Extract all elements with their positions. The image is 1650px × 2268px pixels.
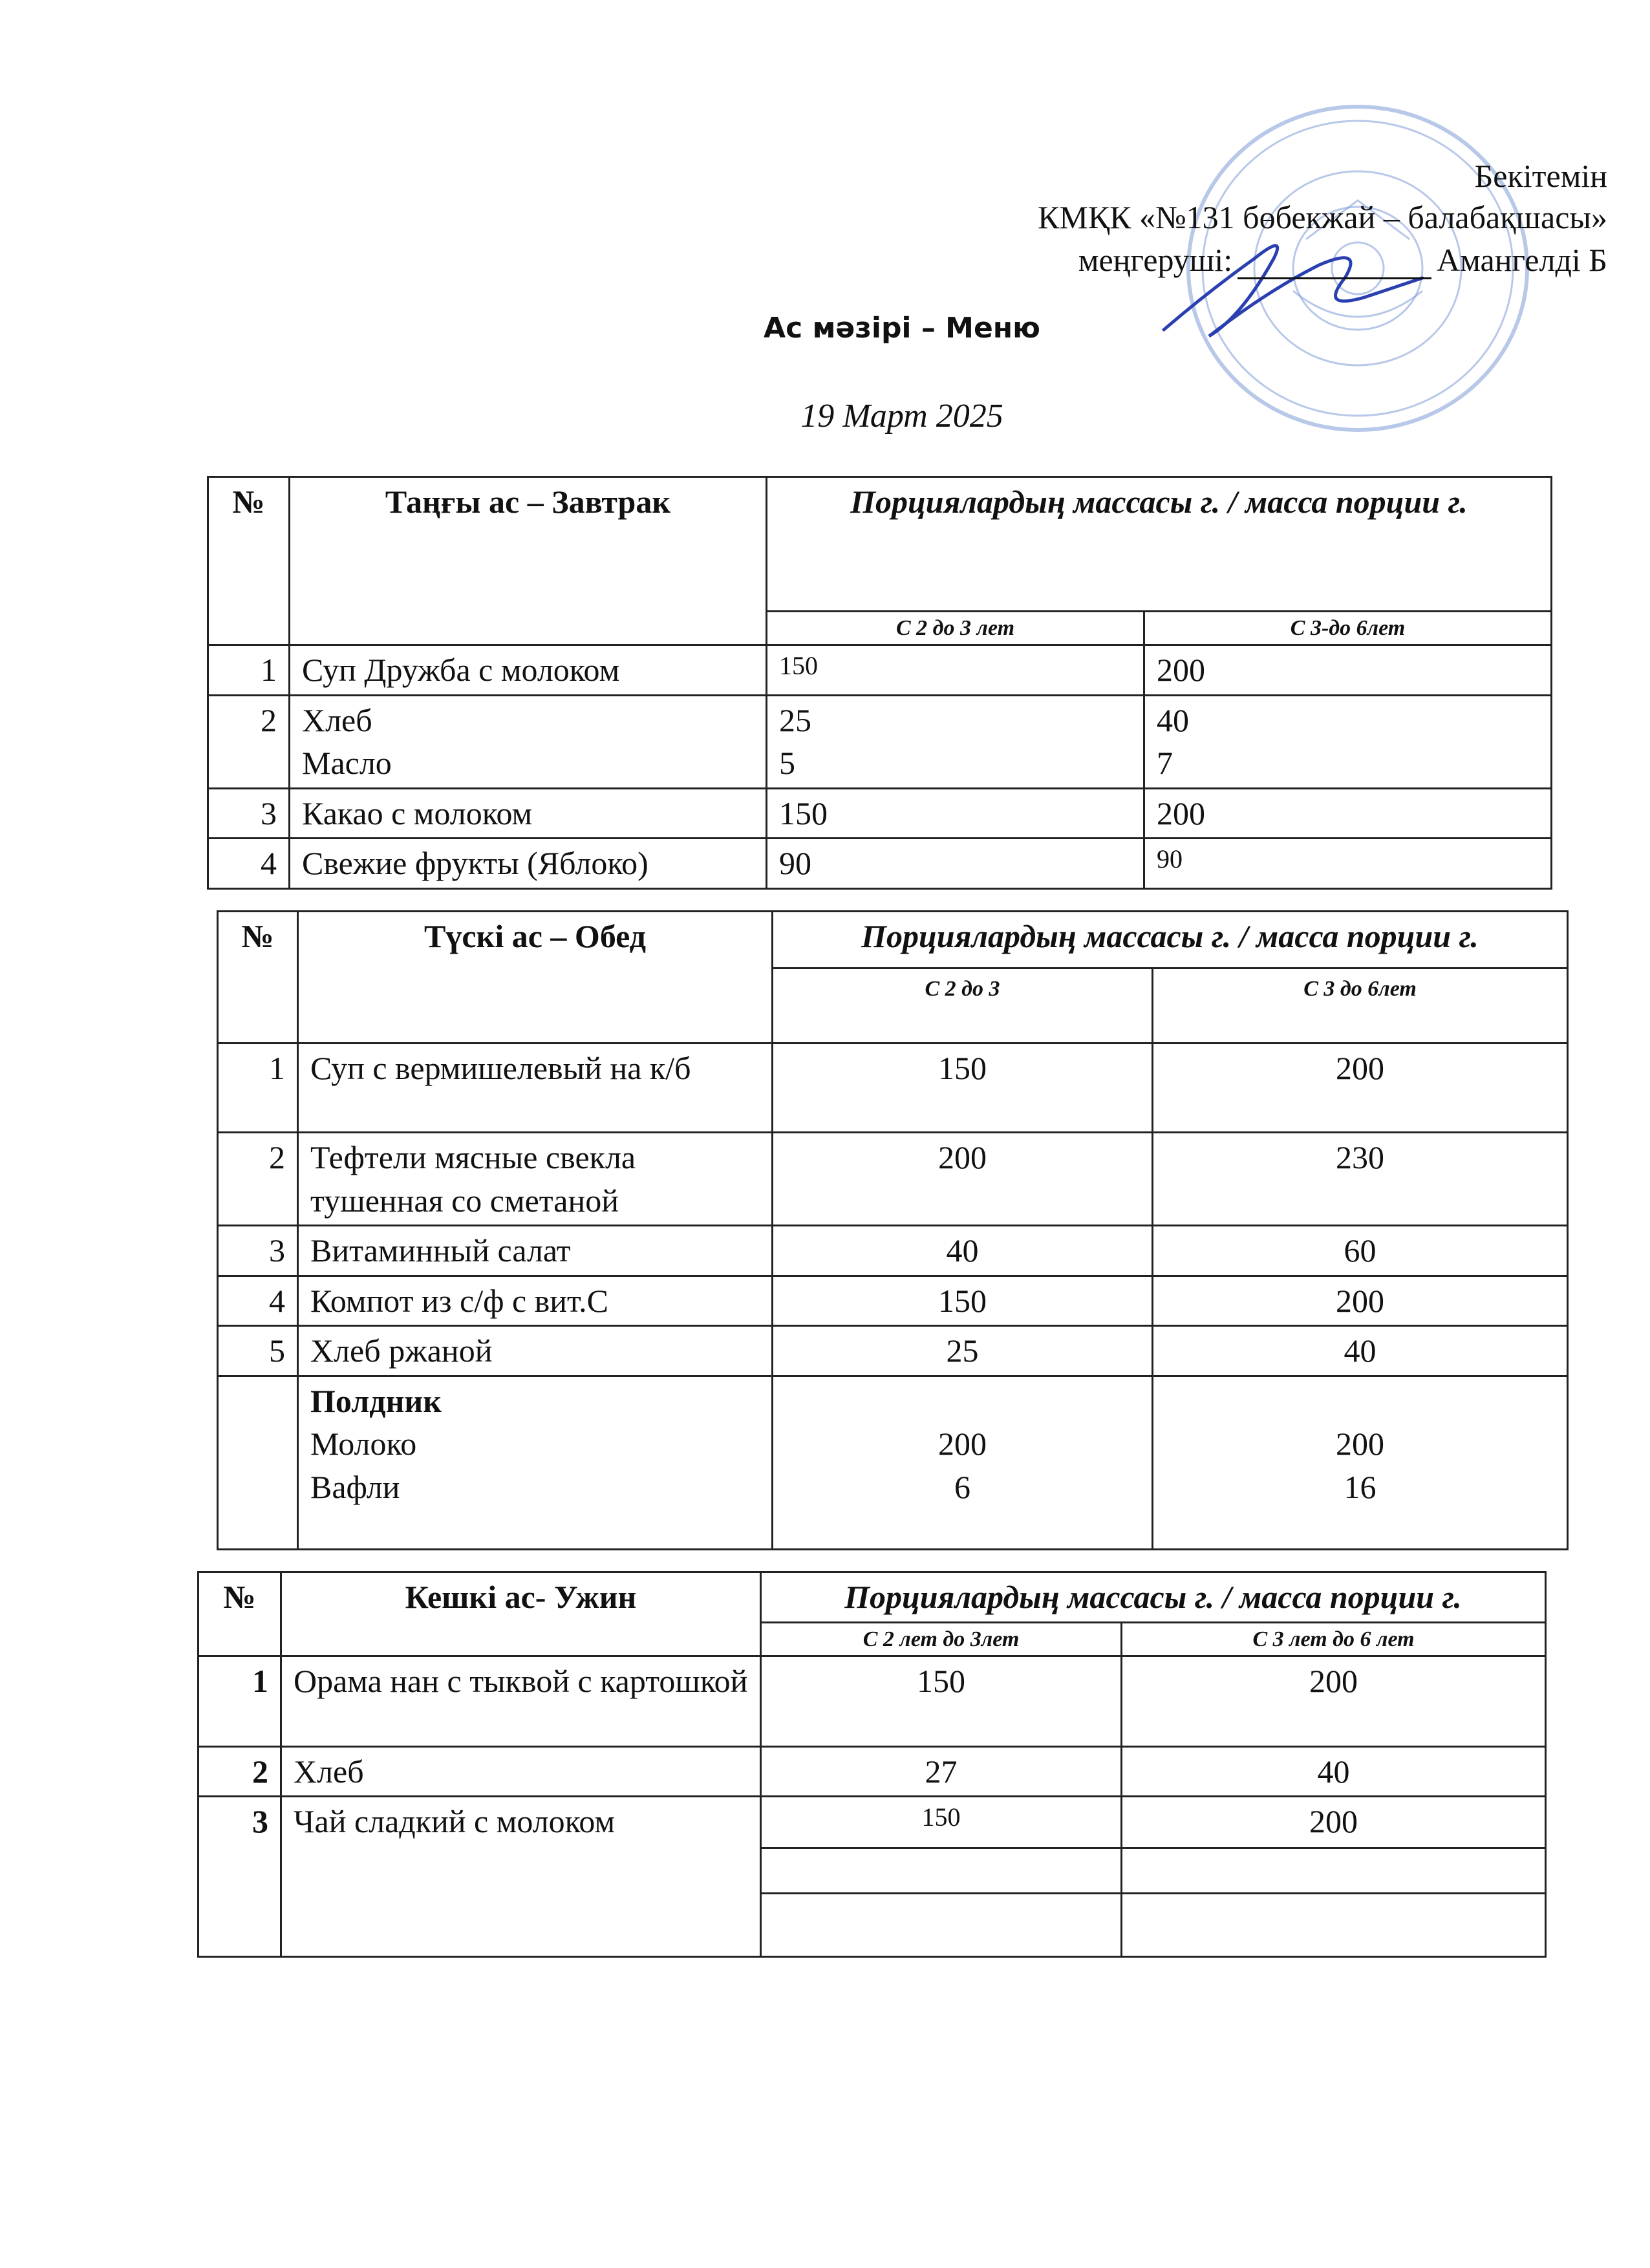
mass-age-b: 60 bbox=[1153, 1226, 1568, 1276]
dish-name: Суп с вермишелевый на к/б bbox=[298, 1043, 773, 1133]
dish-name: Тефтели мясные свекла тушенная со сметаной bbox=[298, 1133, 773, 1226]
mass-age-b: 200 bbox=[1122, 1797, 1546, 1848]
mass-age-b: 200 bbox=[1144, 645, 1552, 696]
dish-name: Какао с молоком bbox=[290, 788, 767, 839]
table-row bbox=[198, 1797, 1546, 1848]
row-number: 2 bbox=[218, 1133, 298, 1226]
empty-cell bbox=[761, 1894, 1122, 1957]
approval-head-name: Амангелді Б bbox=[1437, 242, 1607, 278]
mass-age-a: 150 bbox=[761, 1656, 1122, 1746]
document-title: Ас мәзірі – Меню bbox=[764, 312, 1040, 345]
mass-age-a: 27 bbox=[761, 1746, 1122, 1797]
lunch-table bbox=[217, 910, 1569, 1550]
table-row bbox=[208, 695, 1552, 788]
signature-line bbox=[1238, 251, 1431, 279]
mass-line: 16 bbox=[1344, 1468, 1377, 1505]
breakfast-sub-age-a: С 2 до 3 лет bbox=[767, 612, 1144, 645]
row-number: 1 bbox=[208, 645, 290, 696]
row-number: 3 bbox=[198, 1797, 281, 1957]
mass-age-a: 150 bbox=[773, 1043, 1153, 1133]
dish-name: Чай сладкий с молоком bbox=[281, 1797, 761, 1957]
dish-name: Свежие фрукты (Яблоко) bbox=[290, 839, 767, 889]
approval-head-label: меңгеруші: bbox=[1078, 242, 1233, 278]
mass-age-a: 150 bbox=[767, 645, 1144, 696]
row-number: 3 bbox=[218, 1226, 298, 1276]
snack-row bbox=[218, 1376, 1568, 1549]
mass-line: 5 bbox=[779, 745, 795, 782]
dish-name: Хлеб bbox=[281, 1746, 761, 1797]
dish-name: Компот из с/ф с вит.С bbox=[298, 1276, 773, 1326]
row-number: 2 bbox=[198, 1746, 281, 1797]
row-number: 4 bbox=[218, 1276, 298, 1326]
mass-age-a: 150 bbox=[761, 1797, 1122, 1848]
dinner-table bbox=[197, 1571, 1547, 1958]
dish-name: Хлеб ржаной bbox=[298, 1326, 773, 1376]
table-row bbox=[218, 1043, 1568, 1133]
mass-age-a: 200 bbox=[773, 1133, 1153, 1226]
dish-name bbox=[290, 695, 767, 788]
table-row bbox=[218, 1226, 1568, 1276]
row-number: 2 bbox=[208, 695, 290, 788]
row-number: 5 bbox=[218, 1326, 298, 1376]
breakfast-sub-age-b: С 3-до 6лет bbox=[1144, 612, 1552, 645]
dinner-col-no: № bbox=[198, 1572, 281, 1656]
empty-cell bbox=[1122, 1848, 1546, 1894]
dish-line: Хлеб bbox=[302, 701, 372, 738]
mass-age-b: 40 bbox=[1153, 1326, 1568, 1376]
dinner-sub-age-b: С 3 лет до 6 лет bbox=[1122, 1622, 1546, 1656]
dinner-sub-age-a: С 2 лет до 3лет bbox=[761, 1622, 1122, 1656]
lunch-sub-age-a: С 2 до 3 bbox=[773, 968, 1153, 1043]
row-number: 1 bbox=[198, 1656, 281, 1746]
approval-title: Бекітемін bbox=[1474, 158, 1607, 194]
row-number: 3 bbox=[208, 788, 290, 839]
mass-age-b: 200 bbox=[1144, 788, 1552, 839]
mass-age-b: 200 bbox=[1122, 1656, 1546, 1746]
snack-item: Вафли bbox=[310, 1468, 400, 1505]
row-number bbox=[218, 1376, 298, 1549]
mass-line: 7 bbox=[1157, 745, 1173, 782]
mass-age-a: 90 bbox=[767, 839, 1144, 889]
approval-organization: КМҚК «№131 бөбекжай – балабақшасы» bbox=[1037, 199, 1607, 235]
empty-cell bbox=[761, 1848, 1122, 1894]
breakfast-col-name: Таңғы ас – Завтрак bbox=[290, 477, 767, 645]
snack-mass-age-b bbox=[1153, 1376, 1568, 1549]
mass-age-b: 230 bbox=[1153, 1133, 1568, 1226]
table-row bbox=[208, 788, 1552, 839]
breakfast-col-mass: Порциялардың массасы г. / масса порции г. bbox=[767, 477, 1552, 612]
snack-names bbox=[298, 1376, 773, 1549]
empty-cell bbox=[1122, 1894, 1546, 1957]
table-row bbox=[218, 1326, 1568, 1376]
mass-age-b: 200 bbox=[1153, 1276, 1568, 1326]
mass-age-b bbox=[1144, 695, 1552, 788]
snack-title: Полдник bbox=[310, 1382, 442, 1419]
row-number: 1 bbox=[218, 1043, 298, 1133]
lunch-col-mass: Порциялардың массасы г. / масса порции г. bbox=[773, 912, 1568, 968]
dinner-col-name: Кешкі ас- Ужин bbox=[281, 1572, 761, 1656]
breakfast-table bbox=[207, 476, 1552, 890]
table-row bbox=[198, 1656, 1546, 1746]
table-row bbox=[218, 1276, 1568, 1326]
mass-age-a: 40 bbox=[773, 1226, 1153, 1276]
mass-age-a: 150 bbox=[767, 788, 1144, 839]
dish-name: Суп Дружба с молоком bbox=[290, 645, 767, 696]
dish-line: Масло bbox=[302, 745, 392, 782]
mass-line: 40 bbox=[1157, 701, 1189, 738]
table-row bbox=[208, 645, 1552, 696]
lunch-col-no: № bbox=[218, 912, 298, 1043]
table-row bbox=[218, 1133, 1568, 1226]
mass-age-a bbox=[767, 695, 1144, 788]
document-date: 19 Март 2025 bbox=[800, 398, 1003, 434]
table-row bbox=[198, 1746, 1546, 1797]
table-row bbox=[208, 839, 1552, 889]
mass-line: 6 bbox=[954, 1468, 970, 1505]
mass-age-b: 90 bbox=[1144, 839, 1552, 889]
row-number: 4 bbox=[208, 839, 290, 889]
mass-age-a: 25 bbox=[773, 1326, 1153, 1376]
mass-line: 200 bbox=[1336, 1426, 1384, 1462]
mass-age-b: 200 bbox=[1153, 1043, 1568, 1133]
dish-name: Витаминный салат bbox=[298, 1226, 773, 1276]
mass-line: 200 bbox=[938, 1426, 987, 1462]
mass-age-a: 150 bbox=[773, 1276, 1153, 1326]
lunch-col-name: Түскі ас – Обед bbox=[298, 912, 773, 1043]
lunch-sub-age-b: С 3 до 6лет bbox=[1153, 968, 1568, 1043]
dish-name: Орама нан с тыквой с картошкой bbox=[281, 1656, 761, 1746]
snack-mass-age-a bbox=[773, 1376, 1153, 1549]
snack-item: Молоко bbox=[310, 1426, 417, 1462]
approval-head bbox=[1078, 241, 1607, 279]
dinner-col-mass: Порциялардың массасы г. / масса порции г. bbox=[761, 1572, 1546, 1623]
breakfast-col-no: № bbox=[208, 477, 290, 645]
mass-line: 25 bbox=[779, 701, 811, 738]
mass-age-b: 40 bbox=[1122, 1746, 1546, 1797]
